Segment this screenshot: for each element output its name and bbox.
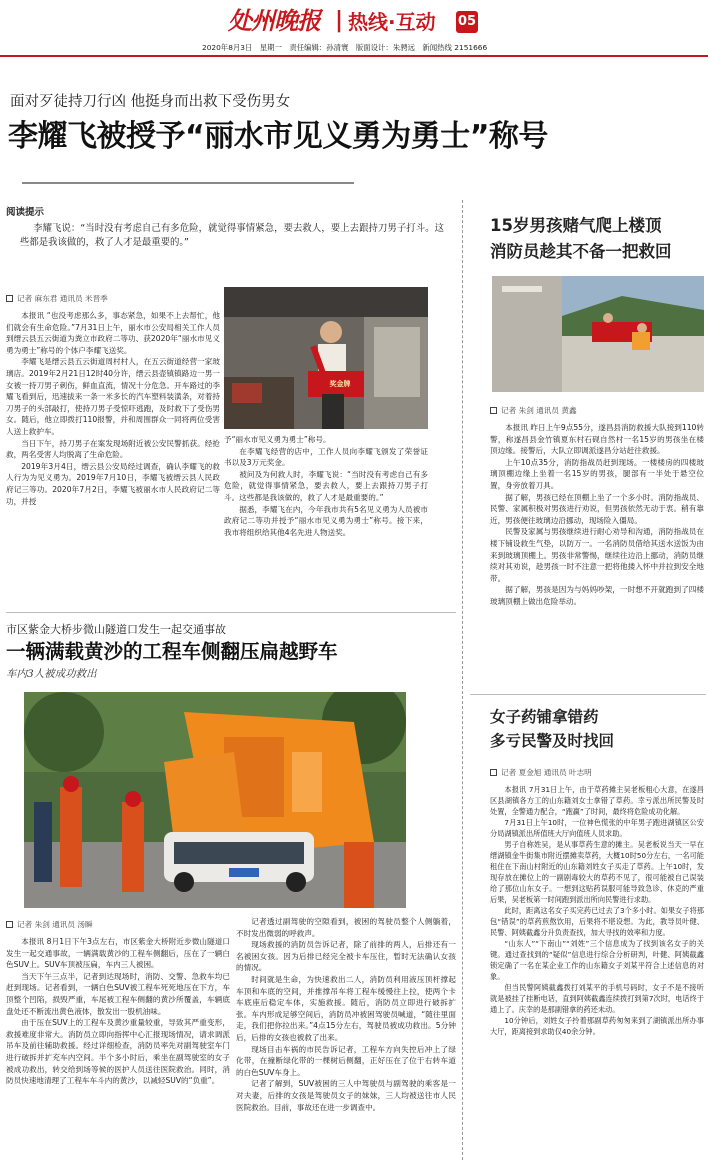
paragraph: 现场目击车祸的市民告诉记者，工程车方向失控后冲上了绿化带，在撞断绿化带的一棵树后侧翻，正好压在了位于右转车道的白色SUV车身上。 (236, 1044, 456, 1077)
truck-byline (6, 918, 206, 930)
paragraph: 由于压在SUV上的工程车及黄沙重量较重，导致其严重变形，救援难度非常大。消防员立即向指挥中心汇报现场情况，请求调派吊车及前往辅助救援。经过详细检查，消防员率先对副驾驶室车门进行破拆并扩充车内空间。半个多小时后，乘坐在副驾驶室的女子被成功救出，转交给到场等候的医护人员送往医院救治。同时，消防员快速地清理了工程车车斗内的黄沙，以减轻SUV的“负重”。 (6, 1018, 230, 1086)
lead-kicker: 面对歹徒持刀行凶 他挺身而出救下受伤男女 (10, 94, 291, 110)
paragraph: 本报讯 7月31日上午，由于草药摊主吴老板粗心大意，在遂昌区县湖镇各方工的山东籍刘女士拿错了草药。幸亏派出所民警及时处置，全警通力配合，“跑赢”了时间，最终将危险成功化解。 (490, 785, 704, 816)
woman-byline (490, 766, 704, 778)
lead-photo (224, 287, 428, 429)
paragraph: 予“丽水市见义勇为勇士”称号。 (224, 435, 331, 444)
paragraph: 本报讯 “也没考虑那么多，事态紧急，如果不上去帮忙，他们就会有生命危险。”7月31日上午，丽水市公安局相关工作人员到缙云县五云街道为粪立市政府二等功、获2020年“丽水市见义勇为勇士”称号的个体户李耀飞送奖。 (6, 311, 220, 355)
lead-headline: 李耀飞被授予“丽水市见义勇为勇士”称号 (8, 119, 548, 154)
boy-photo (492, 276, 704, 392)
lead-body-right (224, 434, 428, 588)
paragraph: 当日下午，持刀男子在案发现场附近被公安民警抓获。经抢救，两名受害人均脱离了生命危险。 (6, 438, 220, 460)
lead-byline (6, 292, 206, 304)
byline-text: 记者 麻东君 通讯员 米晋季 (17, 293, 108, 303)
boy-byline (490, 404, 690, 416)
paragraph: 7月31日上午10时，一位神色慌张的中年男子跑进湖镇区公安分局湖镇派出所值班大厅向值班人员求助。 (490, 818, 704, 838)
paragraph: 据了解，男孩已经在顶棚上坐了一个多小时。消防指战员、民警、家属积极对男孩进行劝说，但男孩依然无动于衷。稍有靠近，男孩便往玻璃边沿挪动，现场险入僵局。 (490, 492, 704, 525)
section-title: 热线·互动 (348, 10, 436, 34)
paragraph: 此时，距离这名女子买完药已过去了3个多小时。如果女子将那包“错误”的草药煎熬饮用，后果将不堪设想。为此，教导员叶健、民警、阿姨截鑫分升负责查找，加大寻找的效率和力度。 (490, 906, 704, 937)
byline-text: 记者 朱剑 通讯员 汤瞬 (17, 919, 93, 929)
paragraph: 记者透过副驾驶的空隙看到，被困的驾驶员整个人侧躺着，不时发出微弱的呼救声。 (236, 917, 456, 938)
lead-body-left (6, 310, 220, 588)
dateline: 2020年8月3日 星期一 责任编辑：孙清寰 版面设计：朱骋远 新闻热线 2151666 (202, 43, 488, 52)
paragraph: 现场救援的消防员告诉记者，除了前排的两人，后排还有一名被困女孩。因为后排已经完全被卡车压住，暂时无法确认女孩的情况。 (236, 940, 456, 973)
truck-top-rule (6, 612, 456, 613)
boy-headline-line2: 消防员趁其不备一把救回 (490, 242, 672, 261)
square-icon (490, 407, 497, 414)
paragraph: 本报讯 昨日上午9点55分，遂昌县消防救援大队接到110转警，称遂昌县金竹镇夏东村石砚自然村一名15岁的男孩坐在楼顶边缘。接警后，大队立即调派遂昌分站赶往救援。 (490, 423, 704, 456)
paper-logo: 处州晚报 (228, 6, 320, 35)
woman-body (490, 784, 704, 1160)
paragraph: “山东人”“下南山”“刘姓”三个信息成为了找到该名女子的关键。通过查找到的“疑似”信息进行综合分析研判，叶健、阿姨截鑫锁定确了一名在某企业工作的山东籍女子刘某平符合上述信息的对象。 (490, 939, 704, 981)
paragraph: 据悉，李耀飞在内，今年我市共有5名见义勇为人员被市政府记二等功并授予“丽水市见义勇为勇士”称号。接下来，我市将组织给其他4名先进人物送奖。 (224, 504, 428, 537)
masthead-rule (0, 55, 708, 57)
boy-headline-line1: 15岁男孩赌气爬上楼顶 (490, 216, 662, 235)
paragraph: 但当民警阿姨截鑫拨打刘某平的手机号码时，女子不是不接听就是被挂了挂断电话，直到阿姨截鑫连续拨打到第7次时，电话终于通上了。庆幸的是那副错拿的药还未动。 (490, 983, 704, 1014)
crash-photo-illustration (24, 692, 406, 908)
prize-board-label: 奖金牌 (329, 380, 351, 388)
rooftop-photo-illustration (492, 276, 704, 392)
lead-headline-rule (22, 182, 354, 184)
paragraph: 记者了解到，SUV被困的三人中驾驶员与副驾驶的乘客是一对夫妻，后排的女孩是驾驶员女子的妹妹，三人均被送往市人民医院救治。目前，事故还在进一步调查中。 (236, 1079, 456, 1112)
paragraph: 在李耀飞经营的店中，工作人员向李耀飞颁发了荣誉证书以及3万元奖金。 (224, 446, 428, 468)
byline-text: 记者 朱剑 通讯员 黄鑫 (501, 405, 577, 415)
paragraph: 2019年3月4日，缙云县公安局经过调查，确认李耀飞的救人行为为见义勇为。2019年7月10日，李耀飞被缙云县人民政府记三等功。2020年7月2日，李耀飞被丽水市人民政府记二等功，并授 (6, 461, 220, 506)
truck-kicker: 市区紫金大桥步微山隧道口发生一起交通事故 (6, 623, 226, 636)
woman-headline-line1: 女子药铺拿错药 (490, 708, 599, 726)
woman-top-rule (470, 694, 706, 695)
square-icon (6, 921, 13, 928)
truck-body-left (6, 936, 230, 1158)
paragraph: 男子自称姓吴，是从事草药生意的摊主。吴老板说当天一早在缙湖镇金牛街集市附近摆摊卖草药，大概10时50分左右，一名可能租住在下南山村附近的山东籍刘姓女子买走了草药。上午10时，发现存放在摊位上的一副剧毒较大的草药不见了，很可能被自己误装给了那位山东女子。一想到这贴药误服可能导致急诊、休克的严重后果，吴老板第一时间跑到派出所向民警进行求助。 (490, 840, 704, 904)
woman-headline-line2: 多亏民警及时找回 (490, 732, 615, 750)
truck-body-right (236, 916, 456, 1158)
column-divider (462, 200, 463, 1160)
paragraph: 时间就是生命，为快速救出二人，消防员利用液压顶杆撑起车顶和车底的空间，并推撑吊车将工程车缓慢往上拉，使两个卡车底座后稳定车体，实施救援。随后，消防员立即进行破拆扩张。车内形成足够空间后，消防员冲被困驾驶员喊道，“随往里面走，我们把你拉出来。”4点15分左右，驾驶员被成功救出。5分钟后，后排的女孩也被救了出来。 (236, 974, 456, 1042)
paragraph: 被问及为何救人时，李耀飞说：“当时没有考虑自己有多危险，就觉得事情紧急，要去救人，要上去跟持刀男子打斗。这些都是我该做的，救了人才是最重要的。” (224, 469, 428, 502)
paragraph: 10分钟后，刘姓女子拎着那副草药匆匆来到了湖镇派出所办事大厅，距离接到求助仅40余分钟。 (490, 1016, 704, 1036)
truck-photo (24, 692, 406, 908)
paragraph: 据了解，男孩是因为与妈妈吵架，一时想不开就跑到了四楼玻璃顶棚上做出危险举动。 (490, 585, 704, 606)
square-icon (490, 769, 497, 776)
award-photo-illustration (224, 287, 428, 429)
section-separator: | (335, 8, 344, 33)
truck-headline: 一辆满载黄沙的工程车侧翻压扁越野车 (6, 640, 338, 663)
boy-body (490, 422, 704, 690)
masthead (0, 0, 708, 56)
paragraph: 上午10点35分，消防指战员赶到现场。一楼楼房的四楼玻璃顶棚边缘上坐着一名15岁的男孩，腿部有一半处于悬空位置，身旁放着刀具。 (490, 457, 704, 490)
read-tip-label: 阅读提示 (6, 207, 45, 218)
truck-subhead: 车内3人被成功救出 (6, 668, 97, 680)
read-tip-text: 李耀飞说：“当时没有考虑自己有多危险，就觉得事情紧急，要去救人，要上去跟持刀男子打斗。这些都是我该做的，救了人才是最重要的。” (20, 223, 444, 248)
byline-text: 记者 夏金旭 通讯员 叶志明 (501, 767, 592, 777)
paragraph: 李耀飞是缙云县五云街道周村村人，在五云街道经营一家玻璃店。2019年2月21日12时40分许，缙云县壶镇镇路边一男一女被一持刀男子刺伤，鲜血直流，情况十分危急。开车路过的李耀飞看到后，迅速拔来一条一米多长的汽车塑料装潢条，对着持刀男子的头部敲打，使持刀男子受惊吓逃跑，及时救下了受伤男女。随后，他立即拨打110报警，并和周围群众一同将两位受害人送上救护车。 (6, 357, 220, 436)
square-icon (6, 295, 13, 302)
paragraph: 当天下午三点半，记者到达现场时，消防、交警、急救车均已赶到现场。记者看到，一辆白色SUV被工程车死死地压在下方，车顶整个凹陷，损毁严重，车尾被工程车侧翻的黄沙所覆盖，车辆底盘处还不断流出黄色液体，散发出一股机油味。 (6, 971, 230, 1016)
page-number-badge: 05 (456, 11, 478, 33)
paragraph: 民警及家属与男孩继续进行耐心劝导和沟通，消防指战员在楼下铺设救生气垫，以防万一。一名消防员借给其送水送饭为由来到玻璃顶棚上。男孩非常警惕，继续往边沿上挪动，消防员继续对其劝说，趁男孩一时不注意一把将他搂入怀中并拉到安全地带。 (490, 527, 704, 583)
paragraph: 本报讯 8月1日下午3点左右，市区紫金大桥附近步微山隧道口发生一起交通事故，一辆满载黄沙的工程车侧翻后，压在了一辆白色SUV上。SUV车顶被压扁，车内三人被困。 (6, 937, 230, 970)
